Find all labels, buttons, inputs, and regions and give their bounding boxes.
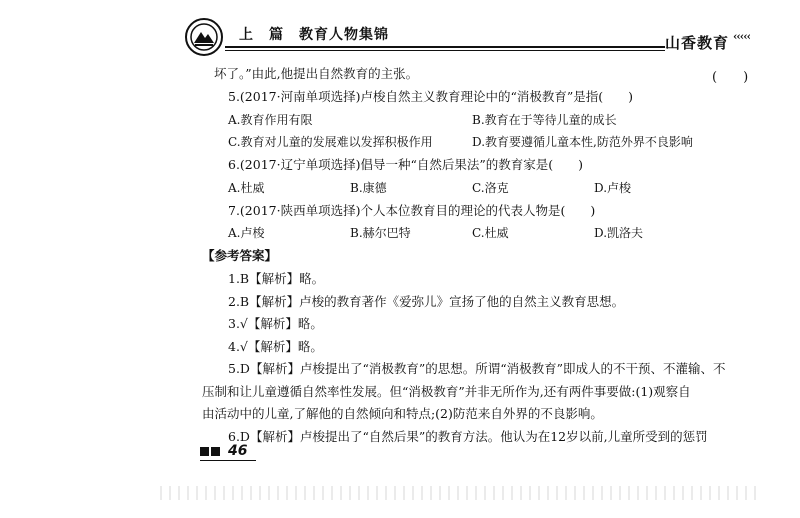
q5-option-d: D.教育要遵循儿童本性,防范外界不良影响	[472, 135, 693, 149]
section-title: 上 篇 教育人物集锦	[239, 27, 389, 43]
answer-5-line-2: 压制和让儿童遵循自然率性发展。但“消极教育”并非无所作为,还有两件事要做:(1)观察自	[202, 384, 691, 399]
q7-option-c: C.杜威	[472, 226, 509, 240]
header-rule-thin	[225, 50, 665, 51]
q6-option-d: D.卢梭	[594, 181, 632, 195]
brand-mark: ‹‹‹‹‹	[733, 30, 750, 43]
page-number-badge	[200, 443, 260, 461]
page-marker-icon	[200, 447, 209, 456]
q5-option-c: C.教育对儿童的发展难以发挥积极作用	[228, 135, 433, 149]
q5-option-b: B.教育在于等待儿童的成长	[472, 113, 617, 127]
answer-6-line-1: 6.D【解析】卢梭提出了“自然后果”的教育方法。他认为在12岁以前,儿童所受到的惩罚	[228, 429, 708, 444]
q6-option-c: C.洛克	[472, 181, 509, 195]
q7-option-d: D.凯洛夫	[594, 226, 644, 240]
answer-bracket: ( )	[712, 70, 749, 85]
publisher-logo-icon	[185, 18, 223, 56]
page-marker-icon-2	[211, 447, 220, 456]
answer-5-line-1: 5.D【解析】卢梭提出了“消极教育”的思想。所谓“消极教育”即成人的不干预、不灌输、不	[228, 361, 726, 376]
q6-option-b: B.康德	[350, 181, 387, 195]
answer-3: 3.√【解析】略。	[228, 316, 323, 331]
continuation-line: 坏了。”由此,他提出自然教育的主张。	[214, 66, 419, 81]
answer-4: 4.√【解析】略。	[228, 339, 323, 354]
scan-noise	[160, 486, 760, 500]
question-5-stem: 5.(2017·河南单项选择)卢梭自然主义教育理论中的“消极教育”是指( )	[228, 89, 633, 104]
page-number-rule	[200, 460, 256, 461]
brand-name: 山香教育	[665, 34, 730, 52]
header-rule	[225, 46, 665, 48]
q5-option-a: A.教育作用有限	[228, 113, 313, 127]
answer-2: 2.B【解析】卢梭的教育著作《爱弥儿》宣扬了他的自然主义教育思想。	[228, 294, 625, 309]
question-7-stem: 7.(2017·陕西单项选择)个人本位教育目的理论的代表人物是( )	[228, 203, 596, 218]
answer-5-line-3: 由活动中的儿童,了解他的自然倾向和特点;(2)防范来自外界的不良影响。	[202, 406, 603, 421]
page-number: 46	[228, 443, 248, 459]
page-header	[185, 18, 765, 58]
answer-1: 1.B【解析】略。	[228, 271, 325, 286]
question-6-stem: 6.(2017·辽宁单项选择)倡导一种“自然后果法”的教育家是( )	[228, 157, 583, 172]
q7-option-a: A.卢梭	[228, 226, 265, 240]
q6-option-a: A.杜威	[228, 181, 265, 195]
answers-heading: 【参考答案】	[202, 248, 278, 263]
q7-option-b: B.赫尔巴特	[350, 226, 411, 240]
